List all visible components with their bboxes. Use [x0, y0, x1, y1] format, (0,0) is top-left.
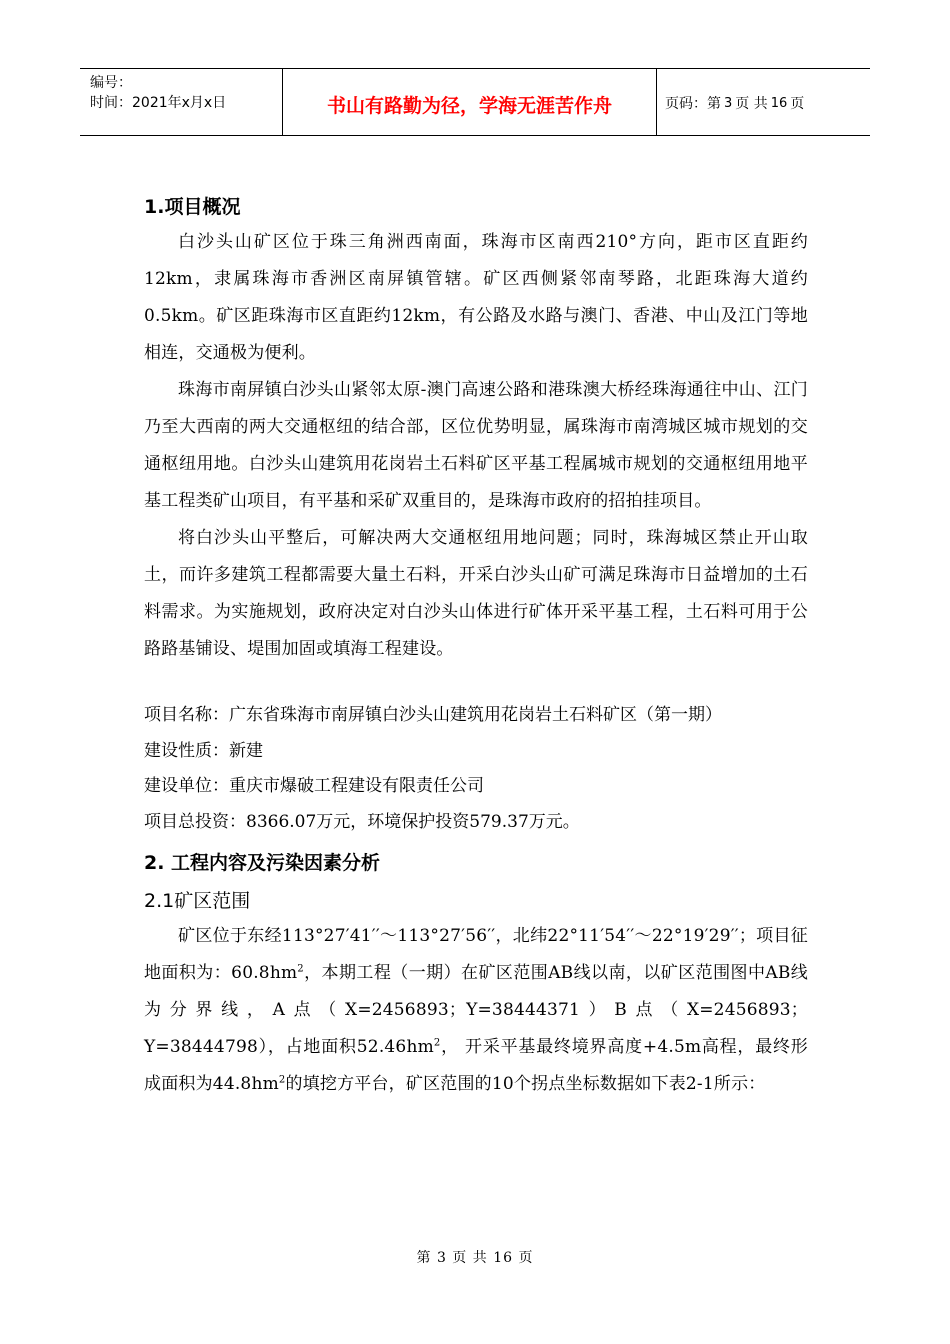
header-page-indicator: [657, 69, 870, 135]
page-suffix: 页: [790, 96, 805, 112]
spacer: [144, 668, 808, 698]
superscript-2: 2: [297, 963, 304, 975]
document-number-label: 编号：: [90, 75, 132, 91]
overview-paragraph-2: 珠海市南屏镇白沙头山紧邻太原-澳门高速公路和港珠澳大桥经珠海通往中山、江门乃至大西南的两大交通枢纽的结合部，区位优势明显，属珠海市南湾城区城市规划的交通枢纽用地。白沙头山建筑用花岗岩土石料矿区平基工程属城市规划的交通枢纽用地平基工程类矿山项目，有平基和采矿双重目的，是珠海市政府的招拍挂项目。: [144, 380, 808, 511]
superscript-2: 2: [433, 1037, 441, 1049]
mining-area-text-1: 矿区位于东经113°27′41′′～113°27′56′′，北纬22°11′54′′～22°19′29′′；项目征地面积为：60.8hm: [144, 926, 808, 983]
page-prefix: 页码：第: [665, 96, 721, 112]
mining-area-text-4: 的填挖方平台，矿区范围的10个拐点坐标数据如下表2-1所示：: [285, 1074, 766, 1094]
section-title-engineering: 2. 工程内容及污染因素分析: [144, 852, 381, 874]
document-body: [144, 190, 808, 1103]
mining-area-text-2: ，本期工程（一期）在矿区范围AB线以南，以矿区范围图中AB线为分界线，A点（X=2456893；Y=38444371）B点（X=2456893；Y=38444798），占地面积52.46hm: [144, 963, 808, 1057]
construction-nature: 建设性质：新建: [144, 740, 263, 761]
header-motto: 书山有路勤为径，学海无涯苦作舟: [282, 69, 657, 135]
document-time-label: 时间：2021年x月x日: [90, 95, 227, 111]
mining-area-text-3: ， 开采平基最终境界高度+4.5m高程，最终形成面积为44.8hm: [144, 1037, 808, 1094]
page-mid: 页 共: [735, 96, 768, 112]
overview-paragraph-3: 将白沙头山平整后，可解决两大交通枢纽用地问题；同时，珠海城区禁止开山取土，而许多建筑工程都需要大量土石料，开采白沙头山矿可满足珠海市日益增加的土石料需求。为实施规划，政府决定对白沙头山体进行矿体开采平基工程，土石料可用于公路路基铺设、堤围加固或填海工程建设。: [144, 528, 808, 659]
subsection-title-mining-area: 2.1矿区范围: [144, 890, 251, 912]
project-name: 项目名称：广东省珠海市南屏镇白沙头山建筑用花岗岩土石料矿区（第一期）: [144, 705, 722, 725]
page-header: [80, 68, 870, 136]
superscript-2: 2: [278, 1074, 286, 1086]
mining-area-paragraph: [144, 918, 808, 1103]
page-footer: 第 3 页 共 16 页: [416, 1250, 534, 1266]
page-total: 16: [770, 95, 788, 111]
construction-unit: 建设单位：重庆市爆破工程建设有限责任公司: [144, 776, 484, 796]
total-investment: 项目总投资：8366.07万元，环境保护投资579.37万元。: [144, 811, 580, 832]
overview-paragraph-1: 白沙头山矿区位于珠三角洲西南面，珠海市区南西210°方向，距市区直距约12km，隶属珠海市香洲区南屏镇管辖。矿区西侧紧邻南琴路，北距珠海大道约0.5km。矿区距珠海市区直距约12km，有公路及水路与澳门、香港、中山及江门等地相连，交通极为便利。: [144, 232, 808, 363]
page-current: 3: [724, 95, 733, 111]
header-meta: [80, 69, 282, 135]
section-title-overview: 1.项目概况: [144, 196, 241, 218]
